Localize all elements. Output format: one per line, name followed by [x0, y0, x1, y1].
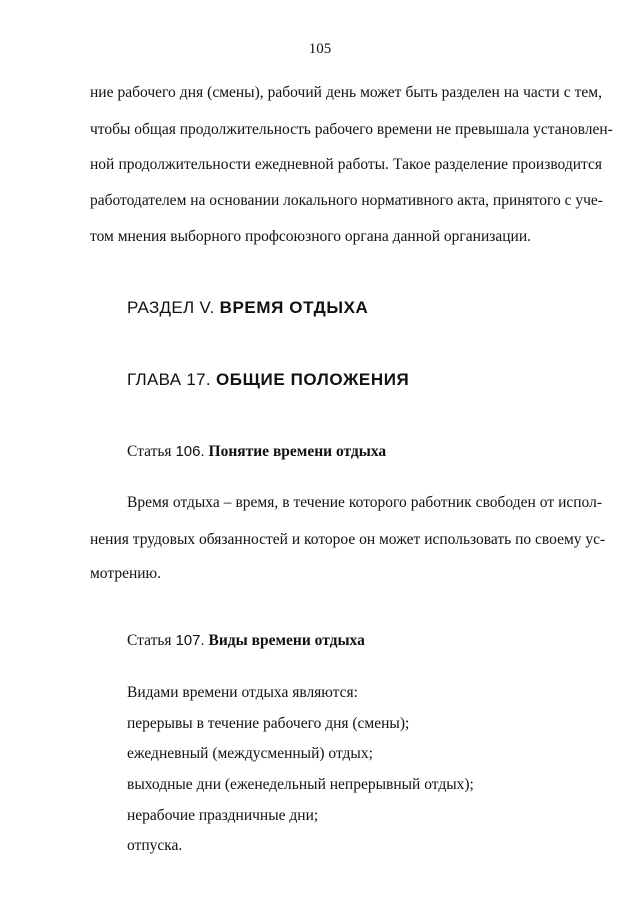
list-item: выходные дни (еженедельный непрерывный отдых); [127, 776, 474, 793]
list-item: ежедневный (междусменный) отдых; [127, 745, 373, 762]
article-title: Понятие времени отдыха [208, 443, 387, 460]
article-number: 106. [175, 443, 205, 460]
paragraph-line: чтобы общая продолжительность рабочего времени не превышала установлен- [90, 121, 613, 138]
paragraph-line: работодателем на основании локального нормативного акта, принятого с уче- [90, 192, 603, 209]
paragraph-line: Время отдыха – время, в течение которого работник свободен от испол- [127, 494, 602, 511]
section-title: ВРЕМЯ ОТДЫХА [219, 298, 369, 317]
list-intro: Видами времени отдыха являются: [127, 684, 358, 701]
section-prefix: РАЗДЕЛ V. [127, 298, 215, 317]
article-106-heading [127, 442, 386, 462]
paragraph-line: том мнения выборного профсоюзного органа данной организации. [90, 228, 532, 245]
paragraph-line: ной продолжительности ежедневной работы. Такое разделение производится [90, 156, 602, 173]
paragraph-line: мотрению. [90, 565, 161, 582]
page-number: 105 [308, 41, 332, 57]
paragraph-line: ние рабочего дня (смены), рабочий день может быть разделен на части с тем, [90, 84, 602, 101]
article-107-heading [127, 631, 365, 651]
article-number: 107. [175, 632, 205, 649]
chapter-title: ОБЩИЕ ПОЛОЖЕНИЯ [215, 370, 410, 389]
paragraph-line: нения трудовых обязанностей и которое он может использовать по своему ус- [90, 531, 606, 548]
article-title: Виды времени отдыха [208, 632, 365, 649]
list-item: отпуска. [127, 837, 183, 854]
list-item: перерывы в течение рабочего дня (смены); [127, 715, 410, 732]
list-item: нерабочие праздничные дни; [127, 807, 319, 824]
article-prefix: Статья [127, 443, 172, 460]
section-heading [127, 297, 368, 319]
chapter-prefix: ГЛАВА 17. [127, 370, 211, 389]
chapter-heading [127, 369, 409, 391]
article-prefix: Статья [127, 632, 172, 649]
